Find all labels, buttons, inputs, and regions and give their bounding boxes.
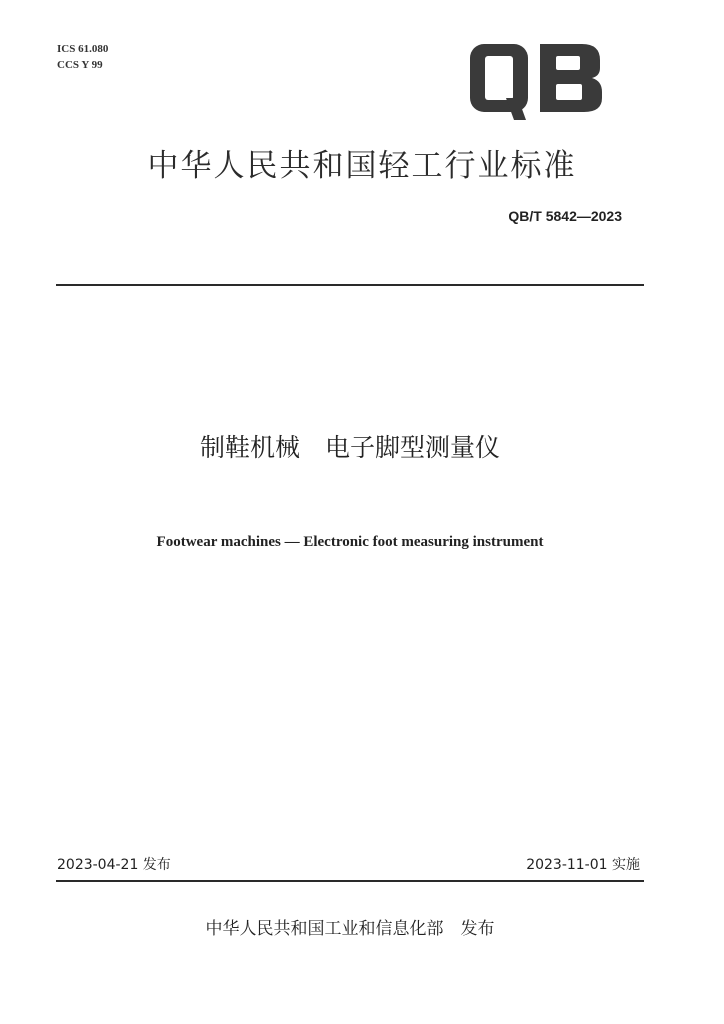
qb-logo-text: QB xyxy=(466,36,468,37)
standard-number: QB/T 5842—2023 xyxy=(508,208,622,224)
publisher: 中华人民共和国工业和信息化部 发布 xyxy=(205,919,495,939)
qb-logo xyxy=(466,36,606,128)
classification-codes xyxy=(57,41,108,73)
chinese-title: 制鞋机械 电子脚型测量仪 xyxy=(199,433,500,462)
implementation-date: 2023-11-01 实施 xyxy=(526,857,640,873)
ics-code: ICS 61.080 xyxy=(57,43,109,55)
bottom-divider xyxy=(56,880,644,882)
standard-category-title: 中华人民共和国轻工行业标准 xyxy=(147,148,577,184)
top-divider xyxy=(56,284,644,286)
english-title: Footwear machines — Electronic foot measuring instrument xyxy=(156,534,544,550)
issue-date: 2023-04-21 发布 xyxy=(57,857,171,873)
ccs-code: CCS Y 99 xyxy=(57,59,103,71)
